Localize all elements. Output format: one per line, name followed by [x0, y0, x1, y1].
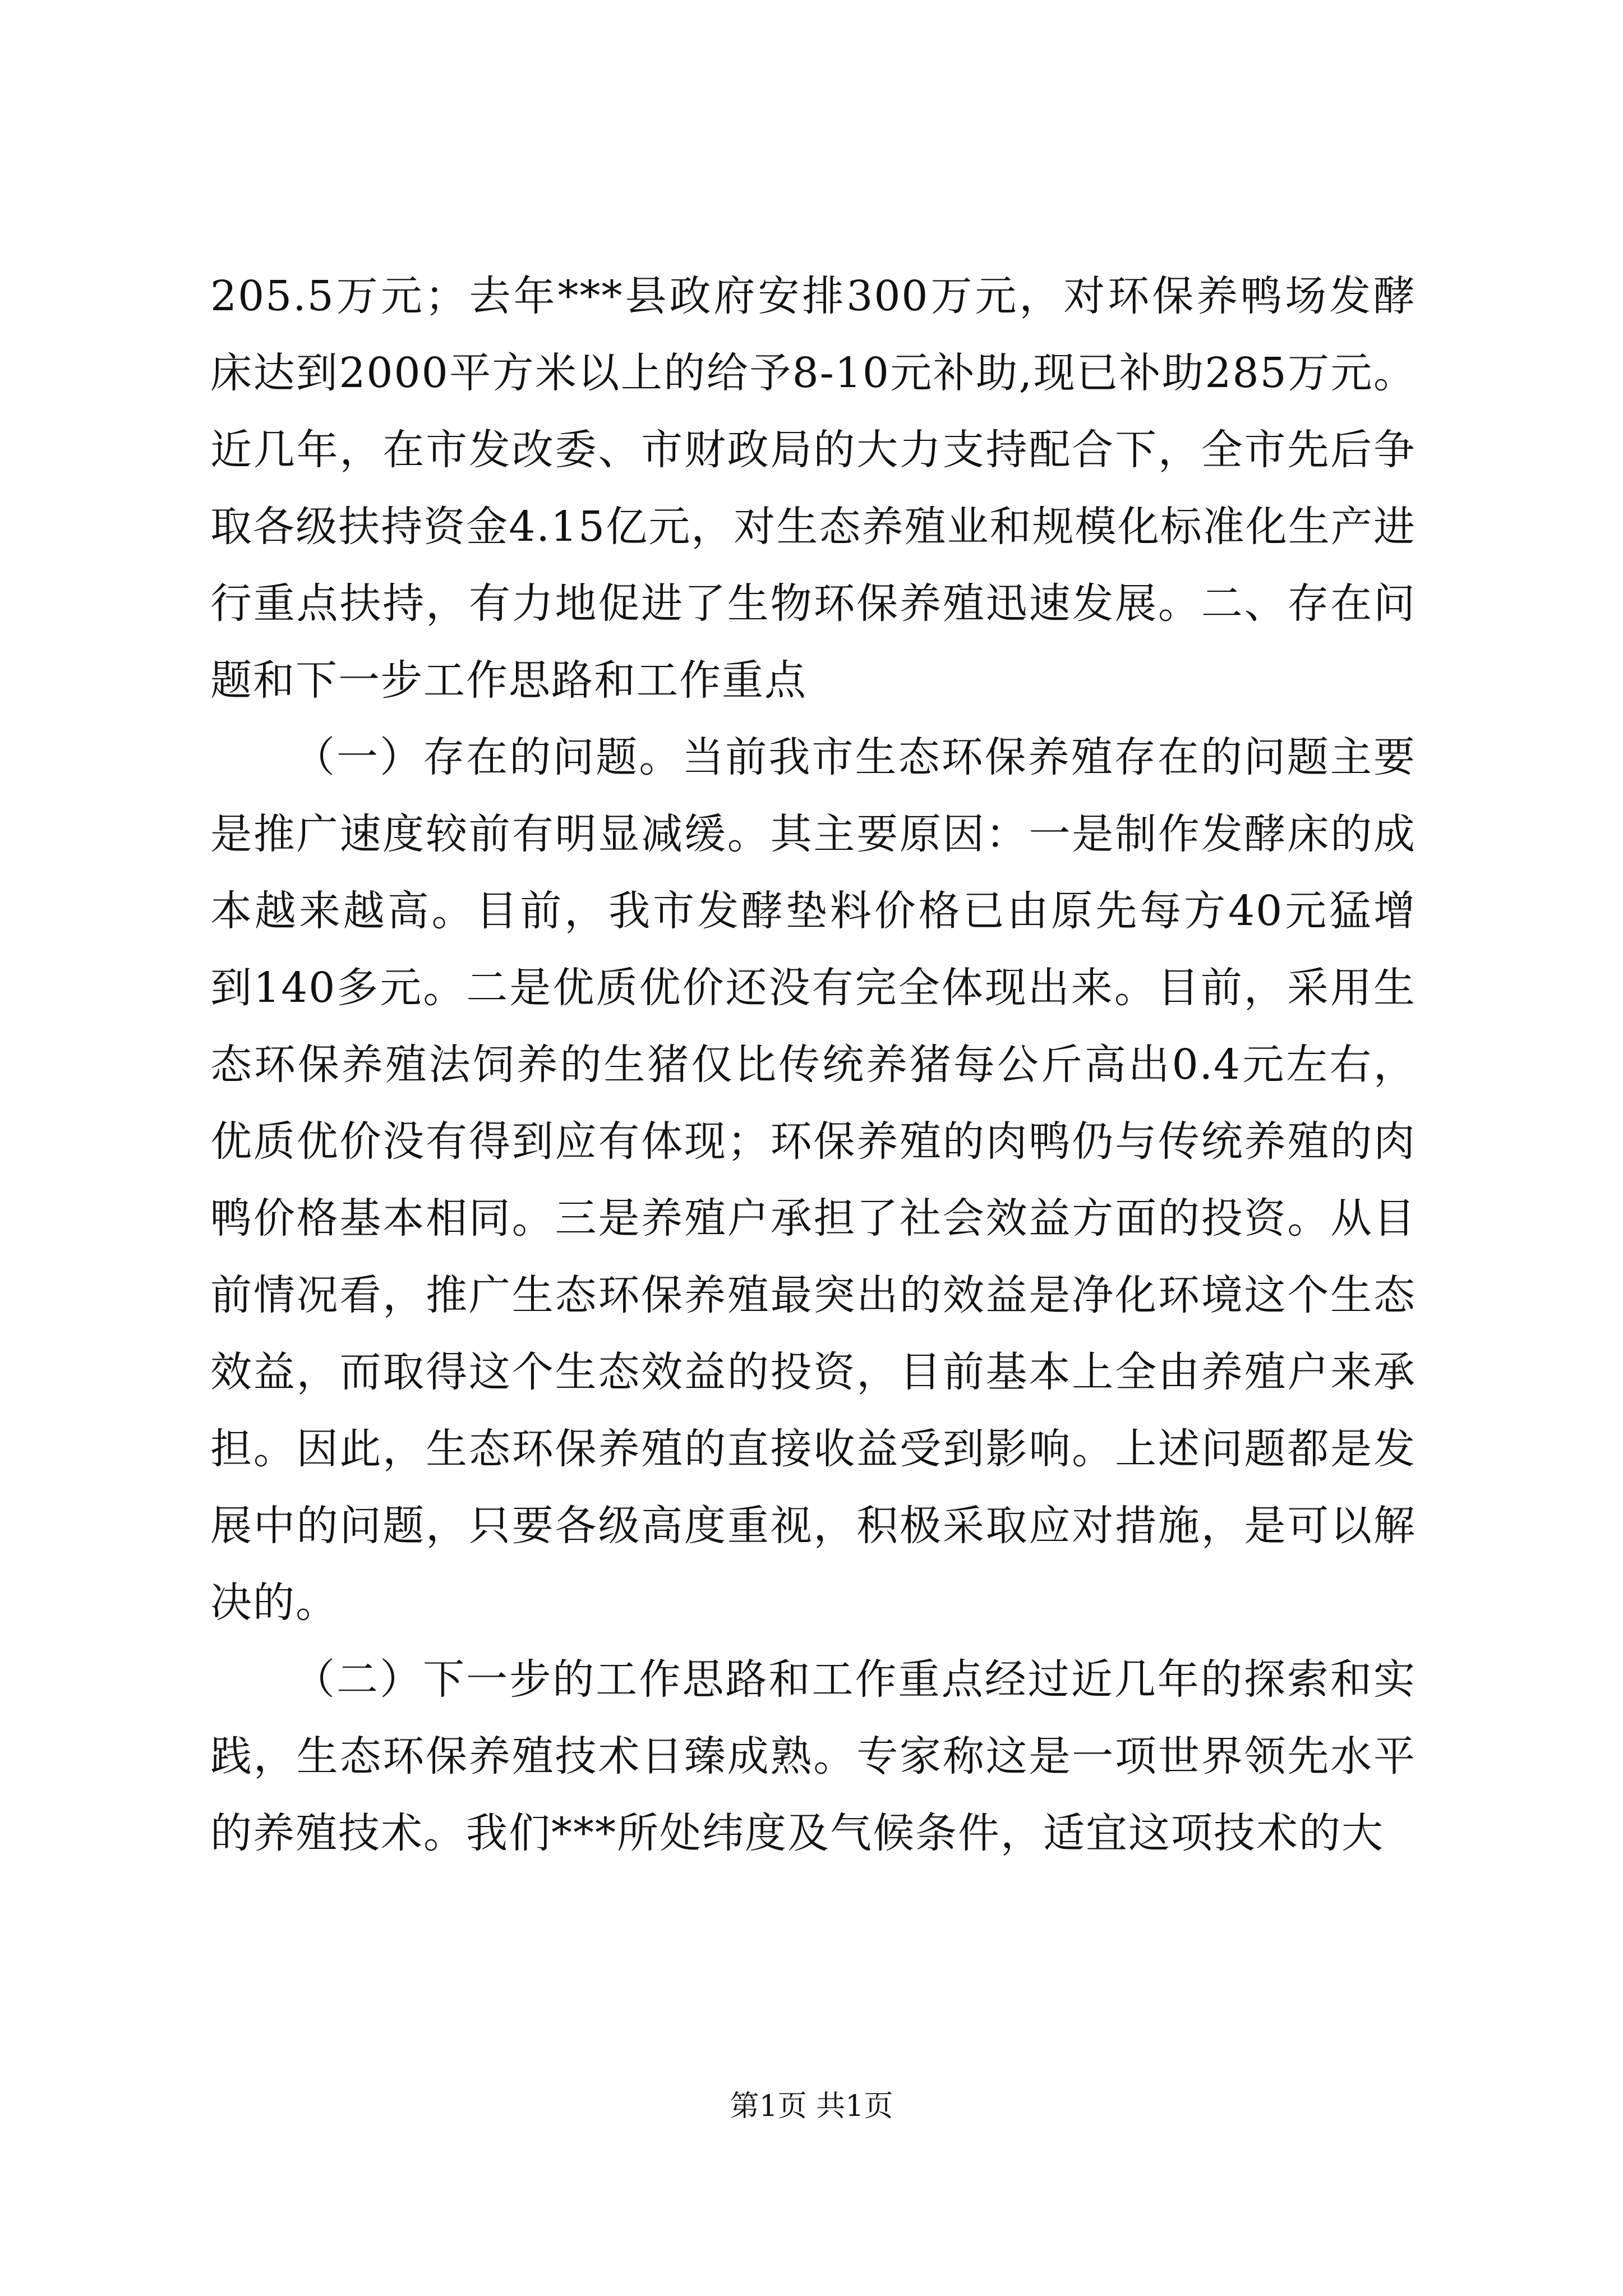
document-body	[210, 258, 1416, 1872]
paragraph-next-steps: （二）下一步的工作思路和工作重点经过近几年的探索和实践，生态环保养殖技术日臻成熟。专家称这是一项世界领先水平的养殖技术。我们***所处纬度及气候条件，适宜这项技术的大	[210, 1655, 1416, 1857]
paragraph-funding-summary: 205.5万元；去年***县政府安排300万元，对环保养鸭场发酵床达到2000平方米以上的给予8-10元补助,现已补助285万元。近几年，在市发改委、市财政局的大力支持配合下，全市先后争取各级扶持资金4.15亿元，对生态养殖业和规模化标准化生产进行重点扶持，有力地促进了生物环保养殖迅速发展。二、存在问题和下一步工作思路和工作重点	[210, 272, 1416, 705]
paragraph-existing-problems: （一）存在的问题。当前我市生态环保养殖存在的问题主要是推广速度较前有明显减缓。其主要原因：一是制作发酵床的成本越来越高。目前，我市发酵垫料价格已由原先每方40元猛增到140多元。二是优质优价还没有完全体现出来。目前，采用生态环保养殖法饲养的生猪仅比传统养猪每公斤高出0.4元左右，优质优价没有得到应有体现；环保养殖的肉鸭仍与传统养殖的肉鸭价格基本相同。三是养殖户承担了社会效益方面的投资。从目前情况看，推广生态环保养殖最突出的效益是净化环境这个生态效益，而取得这个生态效益的投资，目前基本上全由养殖户来承担。因此，生态环保养殖的直接收益受到影响。上述问题都是发展中的问题，只要各级高度重视，积极采取应对措施，是可以解决的。	[210, 733, 1416, 1627]
page-footer: 第1页 共1页	[730, 2090, 893, 2123]
